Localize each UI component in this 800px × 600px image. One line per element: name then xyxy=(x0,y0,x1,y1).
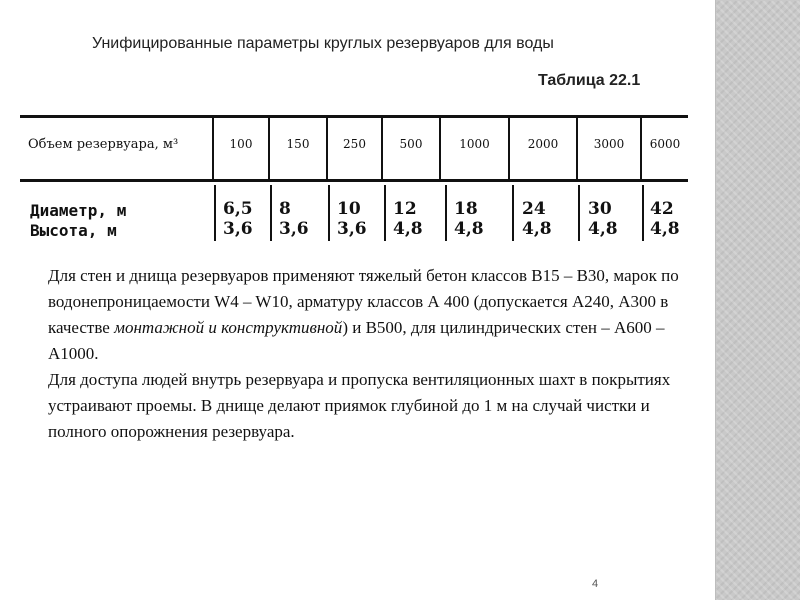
column-divider xyxy=(445,185,447,241)
volume-cell: 250 xyxy=(343,137,366,151)
column-divider xyxy=(384,185,386,241)
decorative-side-band xyxy=(715,0,800,600)
diameter-cell: 42 xyxy=(650,199,674,219)
column-divider xyxy=(642,185,644,241)
table-caption: Таблица 22.1 xyxy=(538,72,641,89)
volume-cell: 100 xyxy=(229,137,253,151)
table-top-rule xyxy=(20,115,688,118)
diameter-cell: 18 xyxy=(454,199,478,219)
diameter-cell: 24 xyxy=(522,199,546,219)
column-divider xyxy=(214,185,216,241)
paragraph-materials-part2: ) и В500, для цилиндрических стен – А600 – А1000. xyxy=(48,318,665,363)
slide-title: Унифицированные параметры круглых резервуаров для воды xyxy=(92,35,554,52)
height-cell: 3,6 xyxy=(223,219,253,239)
body-text xyxy=(8,263,708,445)
volume-cell: 1000 xyxy=(459,137,490,151)
paragraph-materials-part1: Для стен и днища резервуаров применяют тяжелый бетон классов В15 – В30, марок по водонепроницаемости W4 – W10, арматуру классов А 400 (допускается А240, А300 в качестве xyxy=(48,266,679,337)
page-number: 4 xyxy=(592,578,599,590)
column-divider xyxy=(328,185,330,241)
height-row-label: Высота, м xyxy=(30,221,117,240)
height-cell: 4,8 xyxy=(588,219,618,239)
height-cell: 4,8 xyxy=(454,219,484,239)
volume-cell: 2000 xyxy=(527,137,559,151)
diameter-cell: 30 xyxy=(588,199,612,219)
column-divider xyxy=(512,185,514,241)
volume-cell: 3000 xyxy=(593,137,625,151)
height-cell: 4,8 xyxy=(522,219,552,239)
volume-cell: 150 xyxy=(286,137,310,151)
paragraph-materials-italic: монтажной и конструктивной xyxy=(114,318,343,337)
volume-cell: 6000 xyxy=(649,137,681,151)
diameter-cell: 12 xyxy=(393,199,417,219)
diameter-row-label: Диаметр, м xyxy=(30,201,127,220)
volume-cell: 500 xyxy=(399,137,423,151)
diameter-cell: 6,5 xyxy=(223,199,253,219)
height-cell: 4,8 xyxy=(393,219,423,239)
paragraph-materials xyxy=(8,263,708,367)
table-header-rule xyxy=(20,179,688,182)
parameters-table xyxy=(20,115,688,243)
height-cell: 3,6 xyxy=(279,219,309,239)
volume-header-label: Объем резервуара, м³ xyxy=(28,137,179,152)
diameter-cell: 10 xyxy=(337,199,361,219)
height-cell: 3,6 xyxy=(337,219,367,239)
column-divider xyxy=(578,185,580,241)
height-cell: 4,8 xyxy=(650,219,680,239)
column-divider xyxy=(270,185,272,241)
diameter-cell: 8 xyxy=(279,199,291,219)
paragraph-openings: Для доступа людей внутрь резервуара и пропуска вентиляционных шахт в покрытиях устраивают проемы. В днище делают приямок глубиной до 1 м на случай чистки и полного опорожнения резервуара. xyxy=(48,370,671,441)
